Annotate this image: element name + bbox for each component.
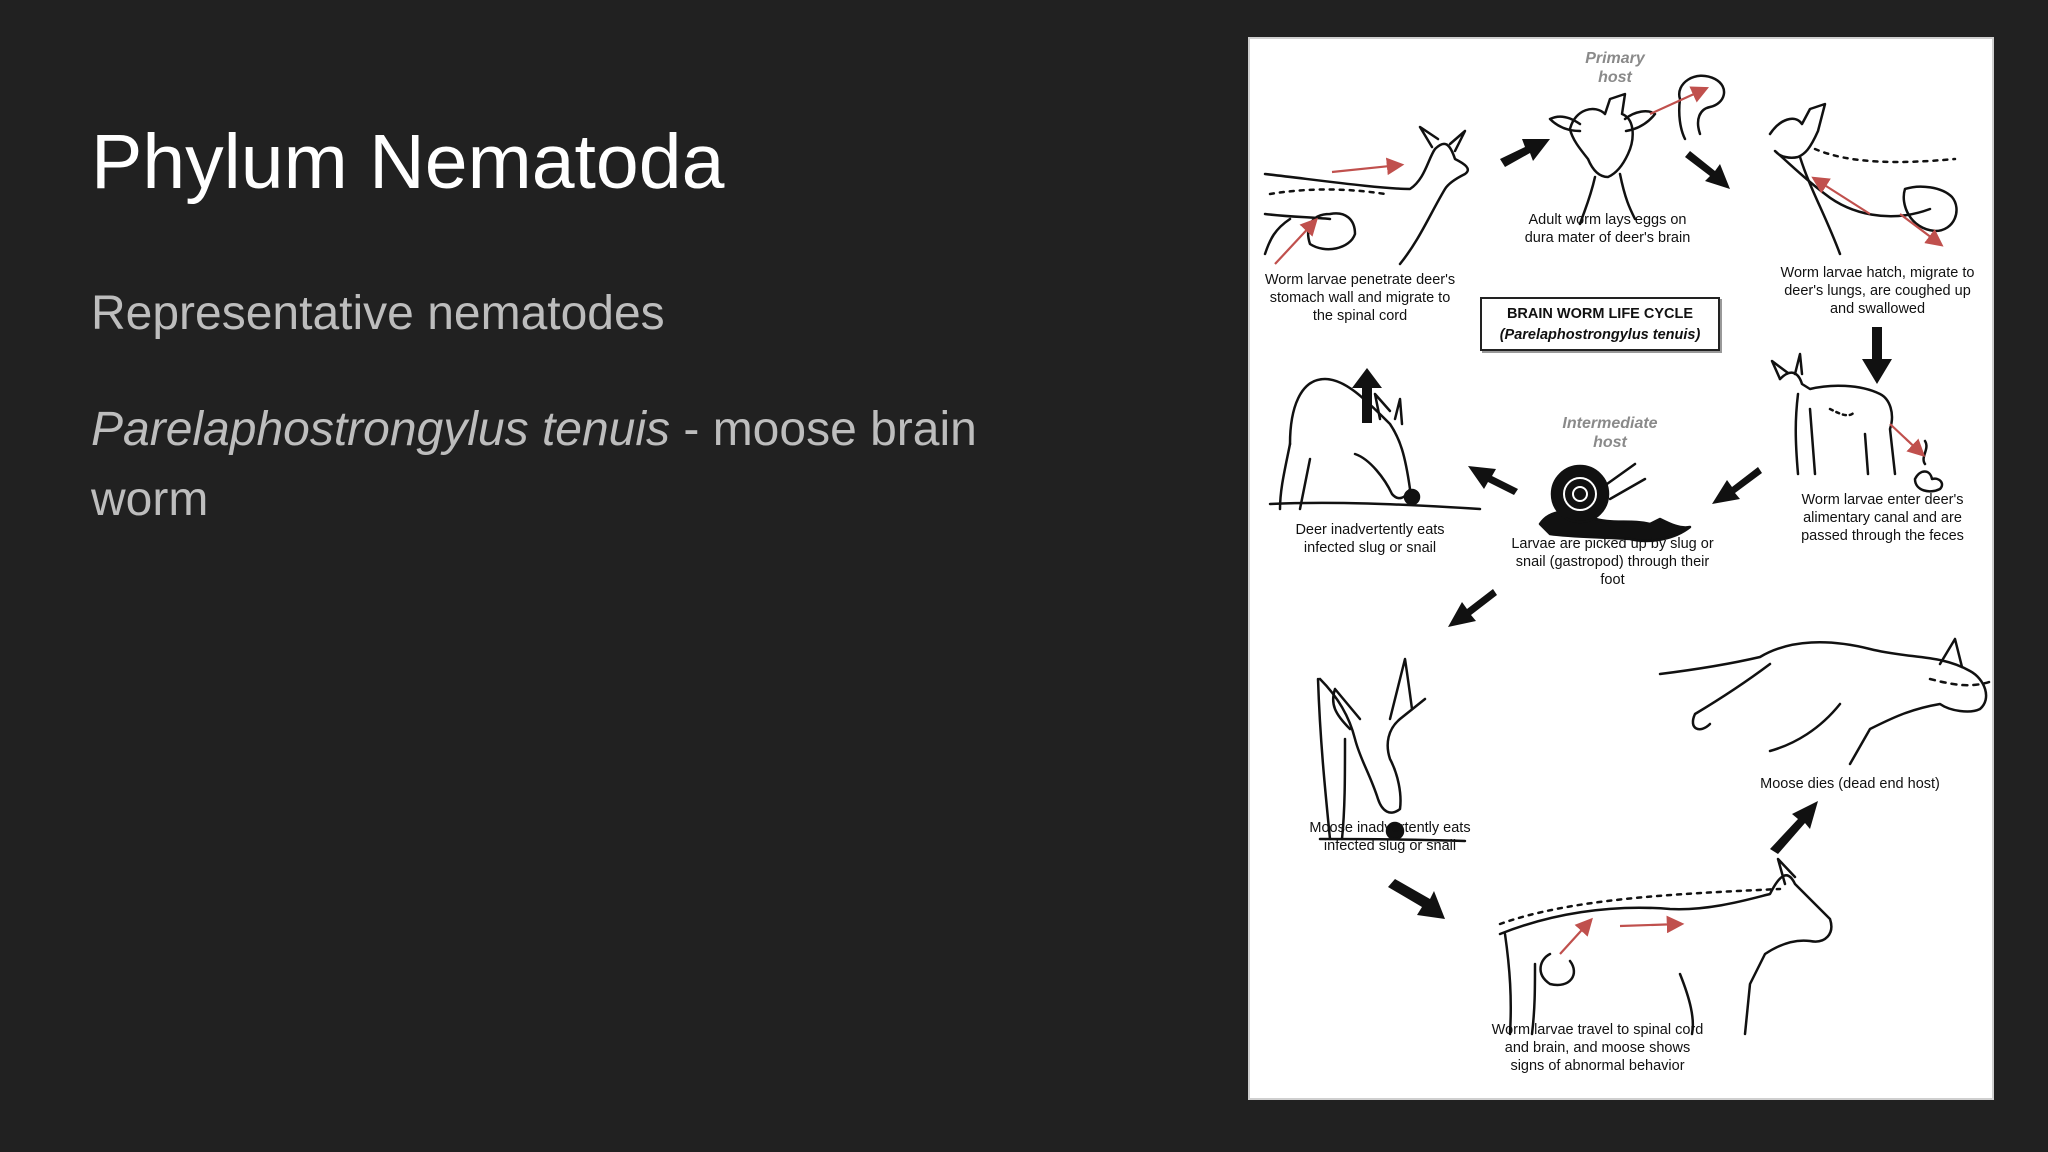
dead-moose-illustration — [1660, 639, 1992, 764]
cycle-arrow-5 — [1468, 466, 1518, 495]
species-name: Parelaphostrongylus tenuis — [91, 403, 671, 456]
intermediate-host-label: Intermediate host — [1562, 415, 1658, 451]
primary-host-label: Primary host — [1585, 50, 1645, 86]
moose-walking-illustration — [1500, 859, 1831, 1034]
cycle-arrow-9 — [1770, 801, 1818, 854]
life-cycle-subtitle: (Parelaphostrongylus tenuis) — [1499, 327, 1701, 343]
cycle-arrow-8 — [1388, 879, 1445, 919]
caption-larvae-hatch: Worm larvae hatch, migrate to deer's lungs, are coughed up and swallowed — [1780, 265, 1975, 317]
slide-title: Phylum Nematoda — [91, 119, 725, 205]
cycle-arrow-2 — [1685, 151, 1730, 189]
cycle-arrow-7 — [1448, 589, 1497, 627]
cycle-arrow-3 — [1862, 327, 1892, 384]
bullet-brain-worm — [91, 395, 1091, 535]
caption-picked-up: Larvae are picked up by slug or snail (gastropod) through their foot — [1511, 536, 1714, 588]
deer-top-center-illustration — [1550, 76, 1724, 224]
snail-illustration — [1540, 464, 1690, 541]
caption-larvae-penetrate: Worm larvae penetrate deer's stomach wall and migrate to the spinal cord — [1264, 272, 1456, 324]
species-description: - moose brain worm — [91, 403, 977, 526]
deer-top-right-illustration — [1770, 104, 1957, 254]
caption-deer-eats: Deer inadvertently eats infected slug or snail — [1295, 522, 1445, 556]
life-cycle-figure — [1248, 37, 1994, 1100]
cycle-arrow-4 — [1712, 467, 1762, 504]
deer-eats-illustration — [1270, 379, 1480, 509]
caption-travel-spinal: Worm larvae travel to spinal cord and brain, and moose shows signs of abnormal behavior — [1491, 1022, 1704, 1074]
life-cycle-title: BRAIN WORM LIFE CYCLE — [1506, 306, 1694, 322]
caption-moose-dies: Moose dies (dead end host) — [1760, 776, 1940, 792]
caption-moose-eats: Moose inadvertently eats infected slug or snail — [1309, 820, 1471, 854]
cycle-arrow-1 — [1500, 139, 1550, 167]
fawn-illustration — [1772, 354, 1942, 491]
bullet-representative: Representative nematodes — [91, 287, 665, 340]
moose-eats-illustration — [1318, 659, 1465, 841]
caption-lays-eggs: Adult worm lays eggs on dura mater of deer's brain — [1524, 212, 1691, 246]
caption-larvae-enter: Worm larvae enter deer's alimentary canal and are passed through the feces — [1801, 492, 1964, 544]
life-cycle-title-box — [1480, 297, 1720, 351]
